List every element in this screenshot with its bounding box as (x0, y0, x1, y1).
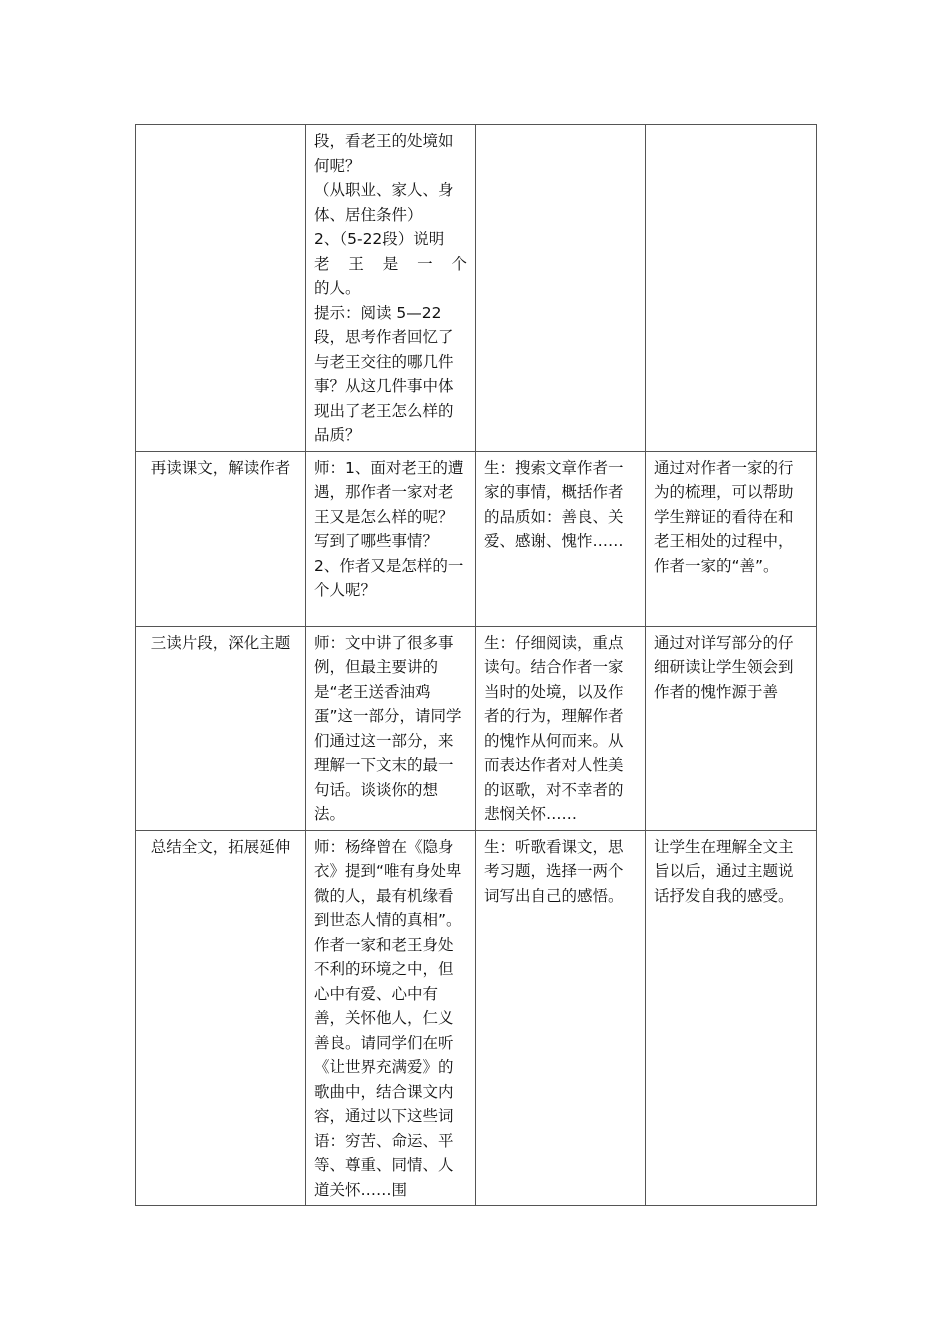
design-purpose-cell: 让学生在理解全文主旨以后，通过主题说话抒发自我的感受。 (646, 830, 817, 1206)
teacher-activity-cell: 师：文中讲了很多事例，但最主要讲的是“老王送香油鸡蛋”这一部分，请同学们通过这一部分，来理解一下文末的最一句话。谈谈你的想法。 (306, 626, 476, 830)
teacher-activity-text: 段，看老王的处境如何呢？ （从职业、家人、身体、居住条件） 2、（5-22段）说明 (314, 132, 454, 248)
hint-text: 提示：阅读 5—22段，思考作者回忆了与老王交往的哪几件事？从这几件事中体现出了老王怎么样的品质？ (314, 303, 454, 444)
teacher-activity-text: 的人。 (314, 279, 361, 297)
teacher-activity-cell (306, 125, 476, 452)
lesson-plan-table (135, 124, 817, 1206)
table-row (136, 125, 817, 452)
design-purpose-cell: 通过对作者一家的行为的梳理，可以帮助学生辩证的看待在和老王相处的过程中，作者一家的“善”。 (646, 451, 817, 626)
table-row (136, 626, 817, 830)
student-activity-cell (476, 125, 646, 452)
student-activity-cell: 生：搜索文章作者一家的事情，概括作者的品质如：善良、关爱、感谢、愧怍…… (476, 451, 646, 626)
student-activity-cell: 生：仔细阅读，重点读句。结合作者一家当时的处境，以及作者的行为，理解作者的愧怍从何而来。从而表达作者对人性美的讴歌，对不幸者的悲悯关怀…… (476, 626, 646, 830)
stage-cell: 总结全文，拓展延伸 (136, 830, 306, 1206)
teacher-activity-cell: 师：1、面对老王的遭遇，那作者一家对老王又是怎么样的呢？写到了哪些事情？ 2、作者又是怎样的一个人呢？ (306, 451, 476, 626)
stage-cell: 再读课文，解读作者 (136, 451, 306, 626)
design-purpose-cell (646, 125, 817, 452)
stage-cell: 三读片段，深化主题 (136, 626, 306, 830)
stage-cell (136, 125, 306, 452)
design-purpose-cell: 通过对详写部分的仔细研读让学生领会到作者的愧怍源于善 (646, 626, 817, 830)
student-activity-cell: 生：听歌看课文，思考习题，选择一两个词写出自己的感悟。 (476, 830, 646, 1206)
fill-blank-line: 老 王 是 一 个 (314, 254, 467, 273)
teacher-activity-cell: 师：杨绛曾在《隐身衣》提到“唯有身处卑微的人，最有机缘看到世态人情的真相”。作者一家和老王身处不利的环境之中，但心中有爱、心中有善，关怀他人，仁义善良。请同学们在听《让世界充满爱》的歌曲中，结合课文内容，通过以下这些词语：穷苦、命运、平等、尊重、同情、人道关怀……围 (306, 830, 476, 1206)
table-row (136, 451, 817, 626)
table-row (136, 830, 817, 1206)
